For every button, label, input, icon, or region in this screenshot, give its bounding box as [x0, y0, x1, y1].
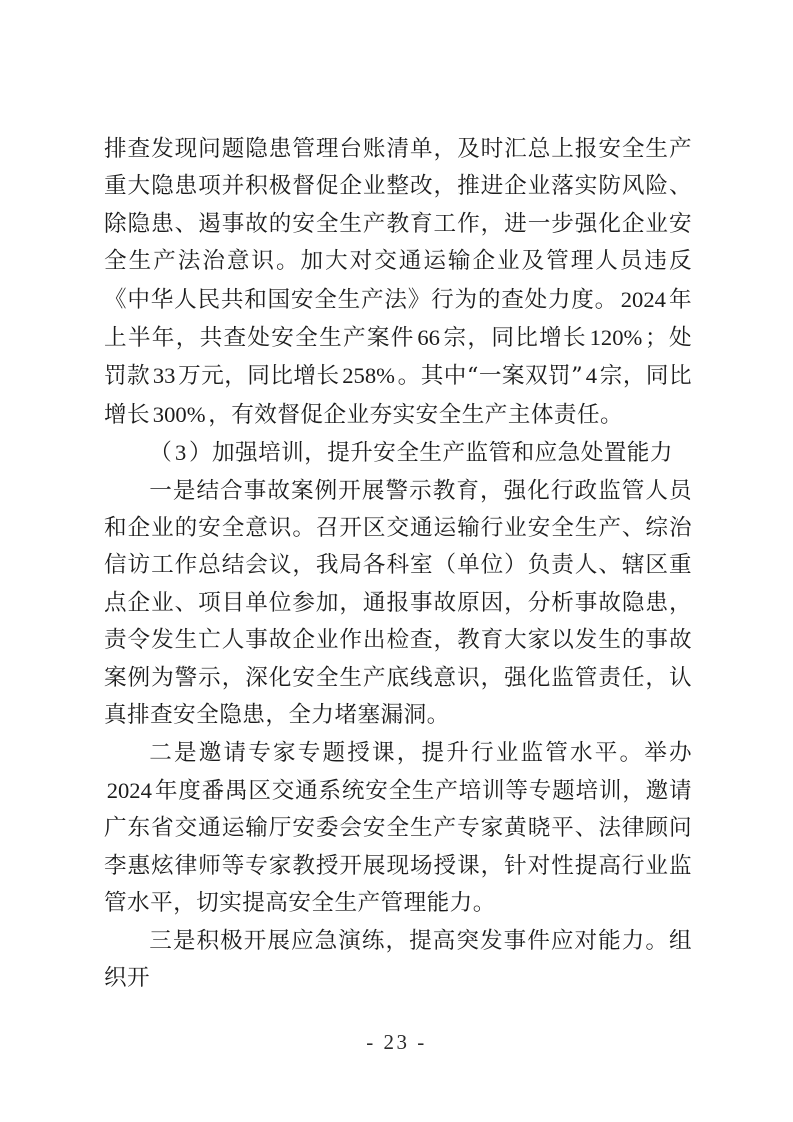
page-number: - 23 -	[366, 1030, 427, 1054]
paragraph-point-one: 一是结合事故案例开展警示教育，强化行政监管人员和企业的安全意识。召开区交通运输行业安全生产、综治信访工作总结会议，我局各科室（单位）负责人、辖区重点企业、项目单位参加，通报事故原因，分析事故隐患，责令发生亡人事故企业作出检查，教育大家以发生的事故案例为警示，深化安全生产底线意识，强化监管责任，认真排查安全隐患，全力堵塞漏洞。	[104, 477, 692, 729]
paragraph-point-two: 二是邀请专家专题授课，提升行业监管水平。举办2024 年度番禺区交通系统安全生产培训等专题培训，邀请广东省交通运输厅安委会安全生产专家黄晓平、法律顾问李惠炫律师等专家教授开展现场授课，针对性提高行业监管水平，切实提高安全生产管理能力。	[104, 739, 692, 917]
section-heading-3: （ 3 ）加强培训，提升安全生产监管和应急处置能力	[149, 440, 673, 467]
paragraph-point-three: 三是积极开展应急演练，提高突发事件应对能力。组织开	[104, 927, 692, 991]
paragraph-continuation: 排查发现问题隐患管理台账清单，及时汇总上报安全生产重大隐患项并积极督促企业整改，推进企业落实防风险、除隐患、遏事故的安全生产教育工作，进一步强化企业安全生产法治意识。加大对交通运输企业及管理人员违反《中华人民共和国安全生产法》行为的查处力度。 2024 年上半年，共查处安全生产案件 66 宗，同比增长 120% ；处罚款 33 万元，同比增长 258% 。其中“一案双罚” 4 宗，同比增长 300% ，有效督促企业夯实安全生产主体责任。	[104, 136, 693, 428]
document-body	[104, 131, 692, 997]
